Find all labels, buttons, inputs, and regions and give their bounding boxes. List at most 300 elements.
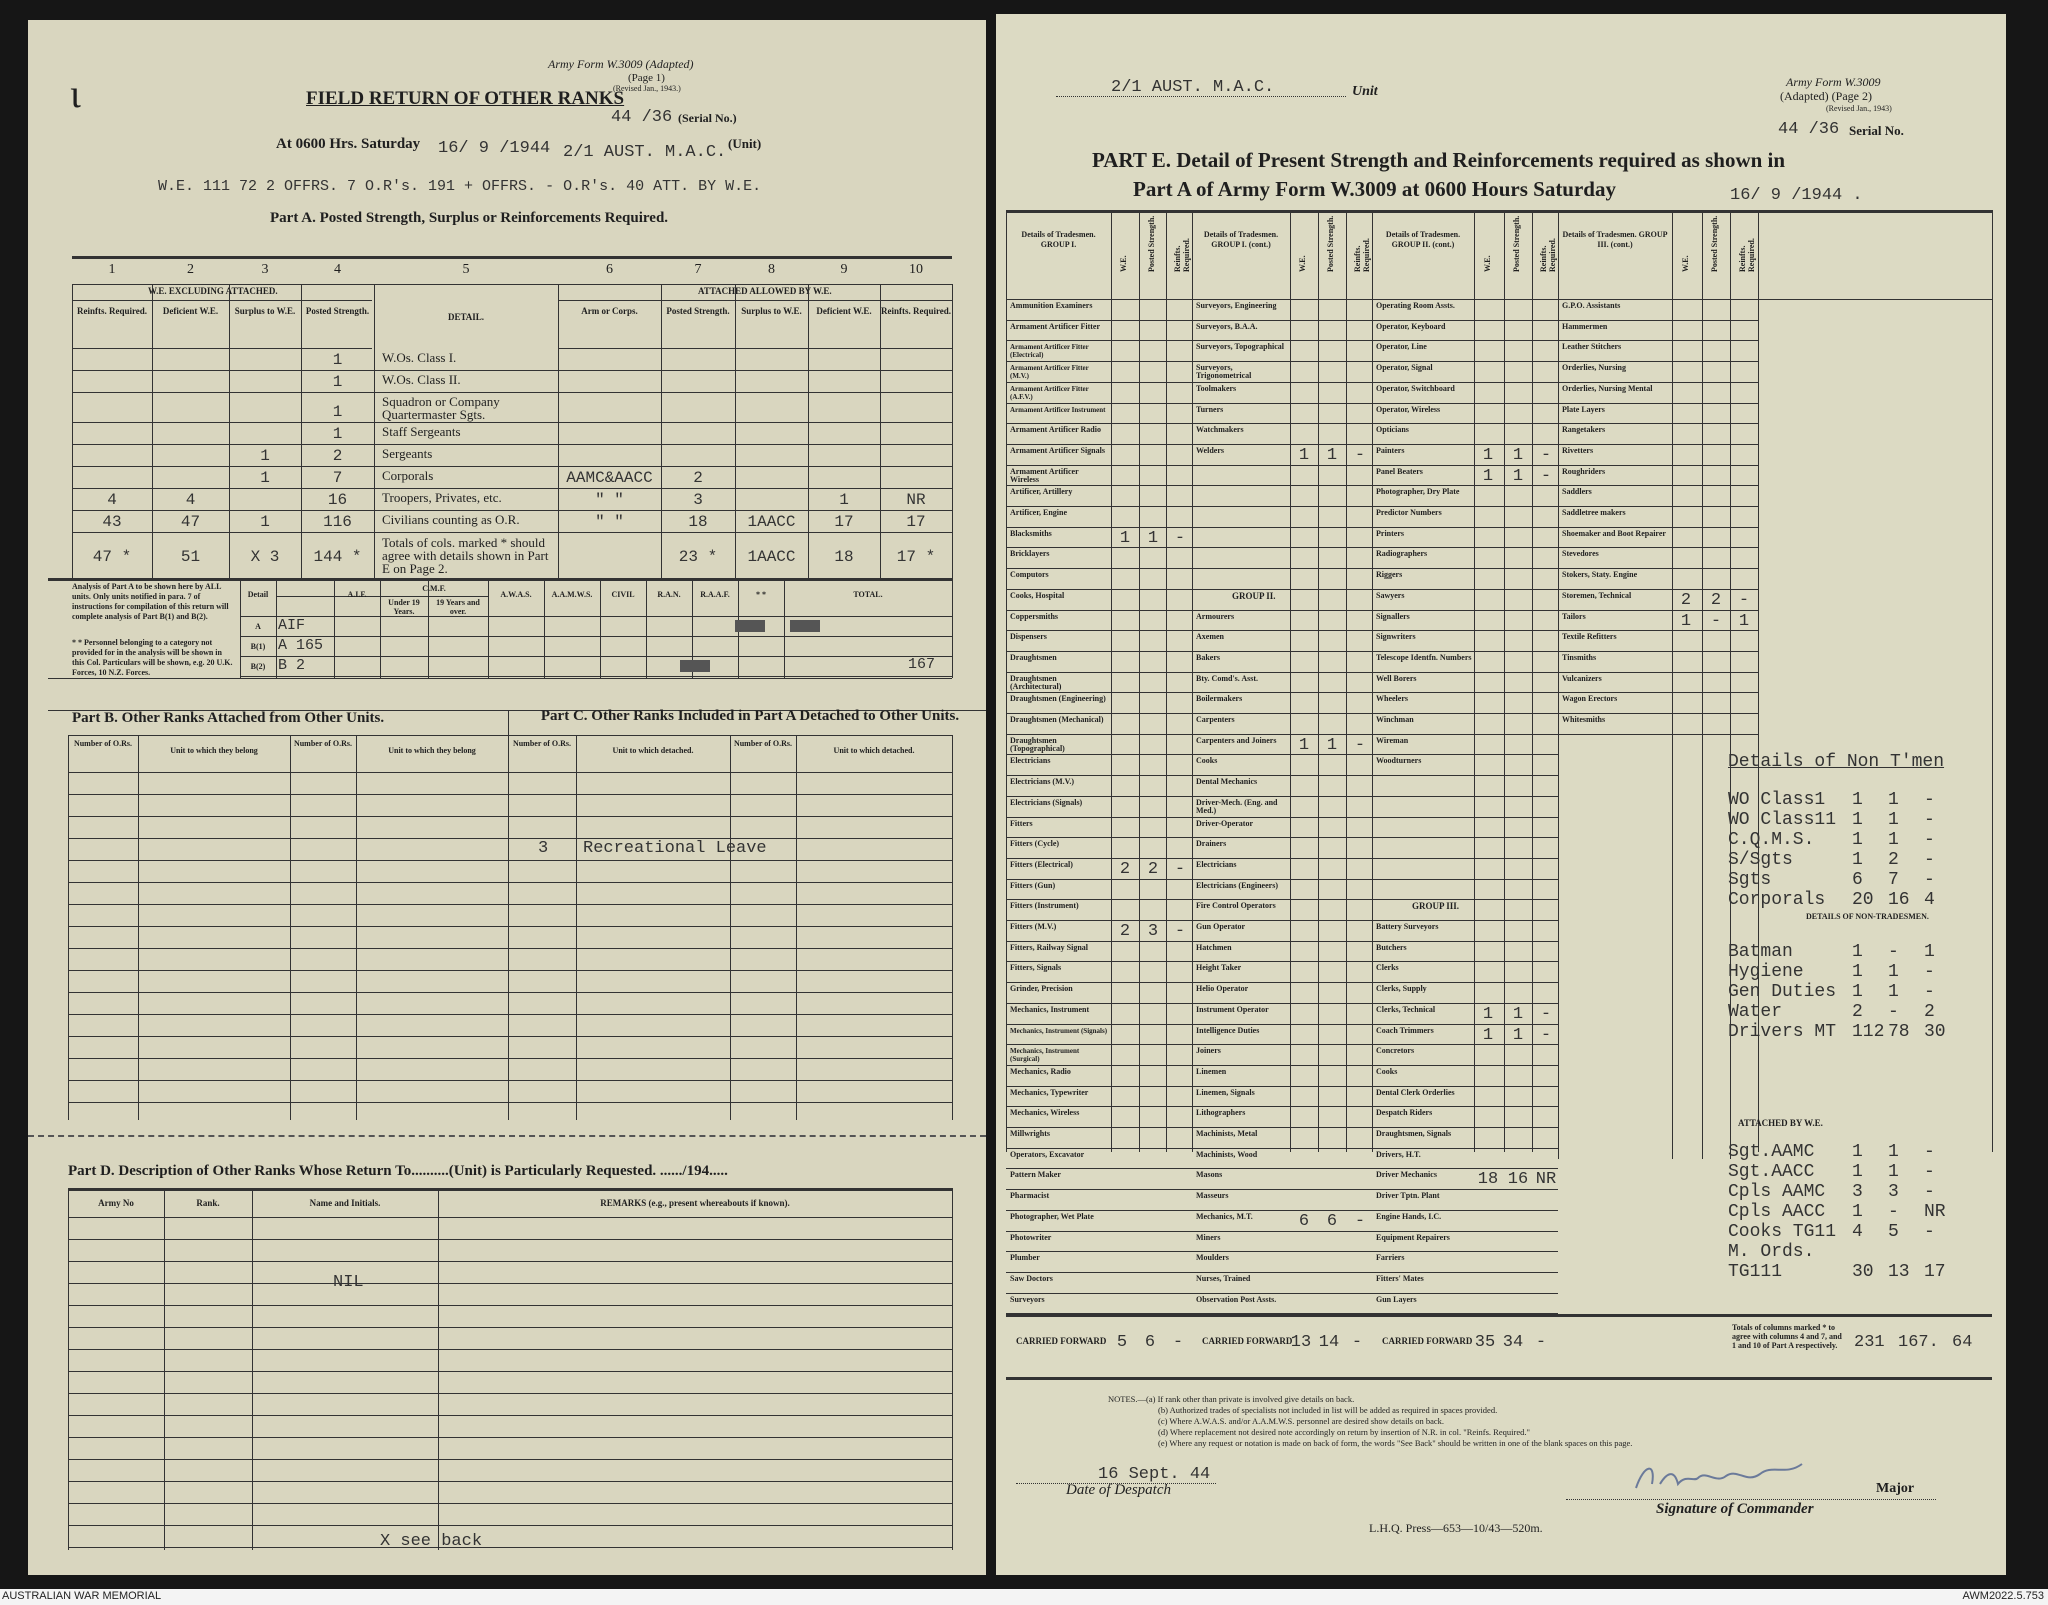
rule bbox=[1372, 589, 1558, 590]
part-e-column-header: W.E. bbox=[1483, 255, 1492, 272]
tradesman-label: Operator, Switchboard bbox=[1376, 383, 1455, 393]
part-bc-column-header: Number of O.Rs. bbox=[733, 739, 793, 748]
rule bbox=[1166, 210, 1167, 1152]
carried-forward-value: 5 bbox=[1116, 1333, 1128, 1353]
tradesman-label: Joiners bbox=[1196, 1046, 1221, 1056]
tradesman-label: Armament Artificer Fitter (M.V.) bbox=[1010, 364, 1089, 381]
tradesman-label: Surveyors, B.A.A. bbox=[1196, 321, 1258, 331]
totals-value: 167. bbox=[1898, 1333, 1939, 1353]
tradesman-label: Wagon Erectors bbox=[1562, 694, 1618, 704]
rule bbox=[1192, 1086, 1372, 1087]
rule bbox=[1006, 1293, 1192, 1294]
rule bbox=[600, 578, 601, 678]
rule bbox=[1558, 361, 1758, 362]
non-tradesman-we: 1 bbox=[1852, 790, 1863, 810]
cell-value: 18 bbox=[688, 513, 708, 531]
rule bbox=[1372, 340, 1558, 341]
rule bbox=[558, 348, 952, 349]
non-tradesman-rr: 1 bbox=[1924, 942, 1935, 962]
rule bbox=[1372, 796, 1558, 797]
rule bbox=[1006, 1189, 1192, 1190]
tradesman-value: NR bbox=[1535, 1170, 1557, 1190]
tradesman-label: Plate Layers bbox=[1562, 404, 1605, 414]
non-tradesman-rr: - bbox=[1924, 870, 1935, 890]
rule bbox=[1192, 423, 1372, 424]
tradesman-label: Dental Mechanics bbox=[1196, 777, 1258, 787]
rule bbox=[72, 392, 952, 393]
revised-label: (Revised Jan., 1943) bbox=[1826, 104, 1892, 113]
non-tradesman-we: 1 bbox=[1852, 810, 1863, 830]
carried-forward-value: - bbox=[1535, 1333, 1547, 1353]
rule bbox=[1006, 299, 1992, 300]
rule bbox=[1192, 1189, 1372, 1190]
analysis-header: Under 19 Years. bbox=[388, 598, 420, 616]
analysis-row-label: B(2) bbox=[250, 662, 266, 671]
cell-value: " " bbox=[595, 491, 624, 509]
tradesman-label: Battery Surveyors bbox=[1376, 922, 1439, 931]
rule bbox=[240, 636, 952, 637]
tradesman-label: Radiographers bbox=[1376, 549, 1428, 559]
serial-label: (Serial No.) bbox=[678, 111, 737, 125]
rule bbox=[1372, 1065, 1558, 1066]
tradesman-label: Axemen bbox=[1196, 632, 1224, 642]
we-line: W.E. 111 72 2 OFFRS. 7 O.R's. 191 + OFFRS. - O.R's. 40 ATT. BY W.E. bbox=[158, 178, 762, 195]
tradesman-label: Printers bbox=[1376, 528, 1404, 538]
rule bbox=[1006, 485, 1192, 486]
rule bbox=[1006, 672, 1192, 673]
tradesman-label: Coppersmiths bbox=[1010, 611, 1059, 621]
rule bbox=[68, 1305, 952, 1306]
column-header: Arm or Corps. bbox=[581, 306, 638, 316]
revised-label: (Revised Jan., 1943.) bbox=[613, 84, 681, 93]
rule bbox=[1006, 630, 1192, 631]
rule bbox=[380, 578, 381, 678]
tradesman-label: Clerks bbox=[1376, 963, 1399, 973]
part-e-column-header: W.E. bbox=[1298, 255, 1307, 272]
rule bbox=[1372, 630, 1558, 631]
tradesman-label: Saw Doctors bbox=[1010, 1273, 1053, 1283]
column-number: 3 bbox=[261, 262, 269, 277]
tradesman-label: Fitters, Railway Signal bbox=[1010, 942, 1088, 952]
rule bbox=[72, 370, 952, 371]
total-value: 17 * bbox=[896, 548, 936, 566]
analysis-row-value: AIF bbox=[278, 617, 306, 634]
rule bbox=[68, 1371, 952, 1372]
non-tradesman-rr: - bbox=[1924, 1162, 1935, 1182]
tradesman-label: Opticians bbox=[1376, 425, 1409, 435]
rule bbox=[301, 284, 302, 578]
tradesman-label: Linemen, Signals bbox=[1196, 1087, 1255, 1097]
analysis-header: TOTAL. bbox=[853, 590, 883, 599]
tradesman-label: Fitters (Instrument) bbox=[1010, 901, 1079, 911]
tradesman-label: Tailors bbox=[1562, 611, 1586, 621]
rule bbox=[1006, 796, 1192, 797]
non-tradesman-label: TG111 bbox=[1728, 1262, 1783, 1282]
rule bbox=[1006, 1210, 1192, 1211]
rule bbox=[1372, 444, 1558, 445]
tradesman-label: Operator, Wireless bbox=[1376, 404, 1441, 414]
tradesman-label: Millwrights bbox=[1010, 1129, 1050, 1138]
non-tradesman-label: Batman bbox=[1728, 942, 1793, 962]
tradesman-label: Coach Trimmers bbox=[1376, 1025, 1434, 1035]
form-id: Army Form W.3009 (Adapted) bbox=[548, 57, 694, 71]
rule bbox=[276, 596, 488, 597]
rule bbox=[646, 578, 647, 678]
form-page-2 bbox=[996, 14, 2006, 1575]
analysis-header: C.M.F. bbox=[422, 584, 446, 593]
tradesman-value: 3 bbox=[1147, 922, 1159, 941]
rule bbox=[1192, 1293, 1372, 1294]
rule bbox=[1372, 1106, 1558, 1107]
tradesman-label: Armament Artificer Instrument bbox=[1010, 405, 1106, 414]
rule bbox=[1192, 568, 1372, 569]
rule bbox=[808, 284, 809, 578]
tradesman-label: Instrument Operator bbox=[1196, 1004, 1269, 1014]
tradesman-label: Photographer, Wet Plate bbox=[1010, 1211, 1094, 1221]
rule bbox=[1558, 734, 1758, 735]
rule bbox=[1192, 1003, 1372, 1004]
cell-value: 47 bbox=[180, 513, 201, 531]
tradesman-label: Masseurs bbox=[1196, 1191, 1229, 1201]
cell-value: 3 bbox=[693, 491, 703, 509]
non-tradesman-ps: - bbox=[1888, 1002, 1899, 1022]
analysis-row-value: B 2 bbox=[278, 657, 306, 674]
analysis-total: 167 bbox=[908, 656, 936, 673]
cell-value: 1 bbox=[839, 491, 849, 509]
tradesman-label: Driver Tptn. Plant bbox=[1376, 1191, 1440, 1201]
part-d-heading: Part D. Description of Other Ranks Whose Return To..........(Unit) is Particularly Requested. ....../194..... bbox=[68, 1163, 728, 1179]
non-tradesman-ps: 78 bbox=[1888, 1022, 1910, 1042]
tradesman-label: Gun Operator bbox=[1196, 922, 1246, 931]
tradesman-label: Hammermen bbox=[1562, 321, 1608, 331]
signature-label: Signature of Commander bbox=[1656, 1501, 1814, 1517]
rule bbox=[1006, 1314, 1992, 1317]
total-value: 144 * bbox=[313, 548, 362, 566]
non-tradesman-ps: 1 bbox=[1888, 962, 1899, 982]
non-tradesman-we: 1 bbox=[1852, 850, 1863, 870]
rule bbox=[1290, 210, 1291, 1152]
totals-value: 64 bbox=[1952, 1333, 1973, 1353]
tradesman-label: Electricians bbox=[1196, 859, 1237, 869]
rule bbox=[72, 348, 372, 349]
rule bbox=[1558, 485, 1758, 486]
tradesman-label: Electricians (M.V.) bbox=[1010, 777, 1075, 787]
tradesman-label: Gun Layers bbox=[1376, 1294, 1417, 1304]
tradesman-value: - bbox=[1710, 611, 1722, 631]
rule bbox=[1006, 817, 1192, 818]
tradesman-label: Wireman bbox=[1376, 735, 1409, 745]
rule bbox=[1558, 210, 1559, 1159]
rule bbox=[1372, 1272, 1558, 1273]
rule bbox=[1372, 1168, 1558, 1169]
tradesman-label: Armament Artificer Fitter (Electrical) bbox=[1010, 343, 1089, 360]
tradesman-value: 1 bbox=[1512, 466, 1524, 486]
rule bbox=[68, 1481, 952, 1482]
rule bbox=[68, 882, 952, 883]
non-tradesman-rr: - bbox=[1924, 982, 1935, 1002]
note-line: (e) Where any request or notation is made on back of form, the words "See Back" should be written in one of the blank spaces on this page. bbox=[1158, 1438, 1633, 1448]
column-header: Reinfts. Required. bbox=[76, 306, 148, 316]
detail-label: W.Os. Class II. bbox=[382, 372, 461, 387]
attached-allowed-heading: ATTACHED ALLOWED BY W.E. bbox=[698, 286, 832, 296]
part-d-column-header: REMARKS (e.g., present whereabouts if known). bbox=[600, 1198, 790, 1208]
tradesman-label: Saddlers bbox=[1562, 487, 1592, 497]
tradesman-value: 1 bbox=[1482, 445, 1494, 465]
form-sub: (Adapted) (Page 2) bbox=[1780, 89, 1872, 103]
tradesman-label: Computors bbox=[1010, 570, 1049, 580]
rule bbox=[1558, 672, 1758, 673]
rule bbox=[1558, 320, 1758, 321]
tradesman-label: Turners bbox=[1196, 404, 1224, 414]
rule bbox=[1006, 527, 1192, 528]
tradesman-label: Masons bbox=[1196, 1170, 1223, 1180]
rule bbox=[1192, 692, 1372, 693]
tradesman-label: Boilermakers bbox=[1196, 694, 1243, 704]
cell-value: 43 bbox=[102, 513, 122, 531]
tradesman-label: Surveyors, Engineering bbox=[1196, 301, 1277, 310]
rule bbox=[1006, 651, 1192, 652]
rule bbox=[1192, 1210, 1372, 1211]
total-value: 23 * bbox=[678, 548, 718, 566]
non-tradesman-label: Cpls AACC bbox=[1728, 1202, 1826, 1222]
rule bbox=[1558, 465, 1758, 466]
carried-forward-label: CARRIED FORWARD bbox=[1202, 1336, 1293, 1347]
despatch-date: 16 Sept. 44 bbox=[1098, 1465, 1211, 1484]
rule bbox=[1006, 589, 1192, 590]
rule bbox=[1558, 340, 1758, 341]
non-tradesman-ps: 13 bbox=[1888, 1262, 1910, 1282]
rule bbox=[1006, 754, 1192, 755]
tradesman-label: Armament Artificer Wireless bbox=[1010, 466, 1079, 484]
rule bbox=[1192, 713, 1372, 714]
part-bc-column-header: Unit to which detached. bbox=[833, 746, 915, 755]
rule bbox=[1006, 1024, 1192, 1025]
non-tradesman-we: 30 bbox=[1852, 1262, 1874, 1282]
archive-footer bbox=[0, 1589, 2048, 1605]
rule bbox=[68, 816, 952, 817]
tradesman-value: 2 bbox=[1710, 590, 1722, 610]
rule bbox=[1192, 210, 1193, 1152]
tradesman-label: Linemen bbox=[1196, 1066, 1227, 1076]
rule bbox=[68, 1058, 952, 1059]
column-number: 6 bbox=[606, 262, 613, 277]
rule bbox=[1192, 1168, 1372, 1169]
rule bbox=[1372, 547, 1558, 548]
tradesman-label: Armament Artificer Radio bbox=[1010, 425, 1101, 435]
rule bbox=[796, 735, 797, 1120]
rule bbox=[68, 1217, 952, 1218]
redaction-block bbox=[735, 620, 765, 632]
rule bbox=[1558, 589, 1758, 590]
tradesman-label: Ammunition Examiners bbox=[1010, 301, 1093, 310]
tradesman-label: Rivetters bbox=[1562, 445, 1594, 455]
rule bbox=[1192, 961, 1372, 962]
rule bbox=[1372, 899, 1558, 900]
tradesman-label: Stokers, Staty. Engine bbox=[1562, 570, 1638, 580]
totals-detail: Totals of cols. marked * should agree with details shown in Part E on Page 2. bbox=[382, 535, 549, 576]
rule bbox=[68, 838, 952, 839]
note-line: (c) Where A.W.A.S. and/or A.A.M.W.S. personnel are desired show details on back. bbox=[1158, 1416, 1445, 1426]
rule bbox=[1192, 1251, 1372, 1252]
rule bbox=[1372, 568, 1558, 569]
tradesman-label: GROUP II. bbox=[1232, 590, 1276, 601]
rule bbox=[1192, 1024, 1372, 1025]
rule bbox=[1372, 982, 1558, 983]
rule bbox=[1372, 210, 1373, 1152]
non-tradesman-label: WO Class11 bbox=[1728, 810, 1837, 830]
tradesman-label: Rangetakers bbox=[1562, 425, 1606, 435]
tradesman-label: Welders bbox=[1196, 445, 1224, 455]
rule bbox=[1006, 361, 1192, 362]
tradesman-label: G.P.O. Assistants bbox=[1562, 301, 1621, 310]
tradesman-label: Stevedores bbox=[1562, 549, 1599, 559]
tradesman-value: 2 bbox=[1147, 859, 1159, 879]
tradesman-label: Drainers bbox=[1196, 839, 1227, 849]
tradesman-label: Draughtsmen (Architectural) bbox=[1010, 673, 1062, 691]
tradesman-value: - bbox=[1540, 445, 1552, 465]
non-tradesman-label: C.Q.M.S. bbox=[1728, 830, 1815, 850]
part-bc-column-header: Unit to which they belong bbox=[170, 746, 258, 755]
rule bbox=[952, 284, 953, 578]
rule bbox=[138, 735, 139, 1120]
tradesman-label: Mechanics, Radio bbox=[1010, 1066, 1071, 1076]
rule bbox=[1192, 734, 1372, 735]
tradesman-label: GROUP III. bbox=[1412, 901, 1460, 912]
carried-forward-value: 14 bbox=[1318, 1333, 1340, 1353]
tradesman-label: Operator, Signal bbox=[1376, 363, 1433, 373]
rule bbox=[1192, 899, 1372, 900]
tradesman-label: Mechanics, Typewriter bbox=[1010, 1087, 1089, 1097]
rule bbox=[1372, 1293, 1558, 1294]
carried-forward-value: 34 bbox=[1502, 1333, 1524, 1353]
part-e-column-header: Posted Strength. bbox=[1146, 215, 1156, 272]
tradesman-label: Sawyers bbox=[1376, 590, 1405, 600]
rule bbox=[1192, 941, 1372, 942]
rule bbox=[68, 860, 952, 861]
rule bbox=[68, 1283, 952, 1284]
rule bbox=[1192, 817, 1372, 818]
tradesman-label: Armament Artificer Fitter (A.F.V.) bbox=[1010, 384, 1089, 401]
rule bbox=[735, 284, 736, 578]
rule bbox=[1372, 382, 1558, 383]
rule bbox=[1006, 1106, 1192, 1107]
analysis-header: A.W.A.S. bbox=[500, 590, 532, 599]
non-tradesman-label: Cpls AAMC bbox=[1728, 1182, 1826, 1202]
tradesman-label: Dental Clerk Orderlies bbox=[1376, 1087, 1455, 1097]
non-tradesman-label: S/Sgts bbox=[1728, 850, 1793, 870]
rule bbox=[1702, 210, 1703, 1159]
tradesman-label: Surveyors bbox=[1010, 1294, 1045, 1304]
rule bbox=[72, 284, 952, 285]
rule bbox=[68, 1547, 952, 1548]
rule bbox=[1558, 403, 1758, 404]
tradesman-label: Draughtsmen bbox=[1010, 652, 1057, 662]
carried-forward-value: - bbox=[1351, 1333, 1363, 1353]
rule bbox=[1672, 210, 1673, 1159]
tradesman-label: Surveyors, Topographical bbox=[1196, 342, 1285, 352]
non-tradesman-we: 6 bbox=[1852, 870, 1863, 890]
detail-label: Troopers, Privates, etc. bbox=[382, 490, 502, 505]
tradesman-label: Signwriters bbox=[1376, 632, 1416, 642]
non-tradesman-we: 3 bbox=[1852, 1182, 1863, 1202]
tradesman-value: 18 bbox=[1477, 1170, 1499, 1190]
cell-value: 7 bbox=[332, 469, 343, 487]
column-number: 10 bbox=[909, 262, 923, 277]
rule bbox=[558, 300, 952, 301]
total-value: 47 * bbox=[92, 548, 132, 566]
tradesman-label: Mechanics, M.T. bbox=[1196, 1211, 1253, 1221]
non-tradesman-we: 20 bbox=[1852, 890, 1874, 910]
rule bbox=[508, 710, 509, 735]
tradesman-label: Orderlies, Nursing bbox=[1562, 363, 1626, 373]
tradesman-label: Operators, Excavator bbox=[1010, 1149, 1085, 1159]
printer-line: L.H.Q. Press—653—10/43—520m. bbox=[1369, 1521, 1543, 1535]
tradesman-label: Pharmacist bbox=[1010, 1191, 1050, 1201]
tradesman-label: Armament Artificer Fitter bbox=[1010, 321, 1101, 331]
non-tradesman-we: 112 bbox=[1852, 1022, 1885, 1042]
rule bbox=[68, 1349, 952, 1350]
column-number: 9 bbox=[840, 262, 848, 277]
rule bbox=[1558, 713, 1758, 714]
column-header: Posted Strength. bbox=[666, 306, 730, 316]
rule bbox=[1372, 1148, 1558, 1149]
commander-rank: Major bbox=[1876, 1481, 1915, 1496]
rule bbox=[72, 256, 952, 259]
rule bbox=[1372, 610, 1558, 611]
cell-value: 4 bbox=[107, 491, 117, 509]
tradesman-label: Telescope Identfn. Numbers bbox=[1376, 652, 1472, 662]
rule bbox=[68, 1327, 952, 1328]
tradesman-label: Equipment Repairers bbox=[1376, 1232, 1450, 1242]
tradesman-label: Draughtsmen (Mechanical) bbox=[1010, 715, 1104, 724]
rule bbox=[576, 735, 577, 1120]
tradesman-label: Fitters (Electrical) bbox=[1010, 859, 1073, 869]
non-tradesman-rr: - bbox=[1924, 790, 1935, 810]
tradesman-value: - bbox=[1354, 735, 1366, 755]
tradesman-label: Fitters (Gun) bbox=[1010, 880, 1056, 890]
tradesman-label: Cooks, Hospital bbox=[1010, 590, 1065, 600]
column-number: 1 bbox=[108, 262, 116, 277]
tradesman-label: Lithographers bbox=[1196, 1108, 1246, 1118]
tradesman-value: 1 bbox=[1482, 1004, 1494, 1024]
rule bbox=[1192, 547, 1372, 548]
rule bbox=[1006, 1044, 1192, 1045]
tradesman-label: Vulcanizers bbox=[1562, 673, 1602, 683]
tradesman-label: Armourers bbox=[1196, 611, 1235, 621]
non-tradesman-label: Corporals bbox=[1728, 890, 1826, 910]
tradesman-label: Surveyors, Trigonometrical bbox=[1196, 363, 1252, 381]
tradesman-label: Cooks bbox=[1196, 756, 1218, 766]
non-tradesman-rr: - bbox=[1924, 1182, 1935, 1202]
tradesman-value: - bbox=[1174, 859, 1186, 879]
non-tradesman-ps: 1 bbox=[1888, 790, 1899, 810]
rule bbox=[1006, 920, 1192, 921]
tradesman-label: Electricians (Signals) bbox=[1010, 797, 1083, 807]
rule bbox=[1992, 210, 1993, 1152]
rule bbox=[1006, 858, 1192, 859]
tradesman-label: Photographer, Dry Plate bbox=[1376, 487, 1460, 497]
rule bbox=[1192, 485, 1372, 486]
cell-value: 2 bbox=[693, 469, 703, 487]
rule bbox=[1558, 423, 1758, 424]
column-header: Surplus to W.E. bbox=[234, 306, 296, 316]
carried-forward-value: 13 bbox=[1290, 1333, 1312, 1353]
analysis-header: A.I.F. bbox=[347, 590, 367, 599]
rule bbox=[68, 1188, 952, 1191]
rule bbox=[1006, 1231, 1192, 1232]
rule bbox=[544, 578, 545, 678]
rule bbox=[72, 422, 952, 423]
